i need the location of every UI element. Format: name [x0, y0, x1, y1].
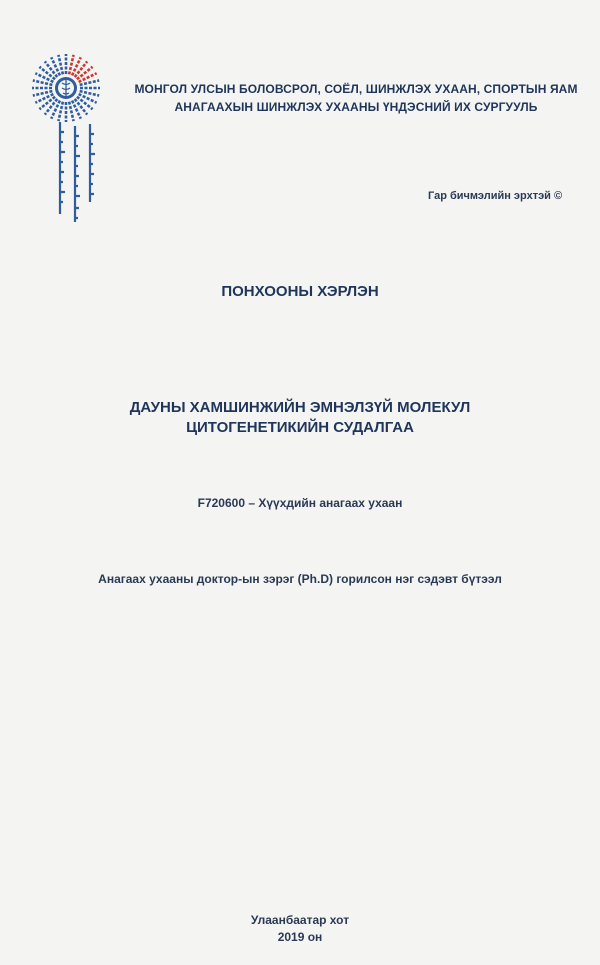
thesis-title-line-2: ЦИТОГЕНЕТИКИЙН СУДАЛГАА [186, 419, 414, 436]
year: 2019 он [277, 930, 323, 944]
place-and-year [0, 912, 600, 946]
degree-statement: Анагаах ухааны доктор-ын зэрэг (Ph.D) горилсон нэг сэдэвт бүтээл [98, 572, 502, 586]
university-emblem-icon [30, 52, 102, 124]
city: Улаанбаатар хот [250, 913, 350, 927]
thesis-title [0, 398, 600, 438]
ministry-name: МОНГОЛ УЛСЫН БОЛОВСРОЛ, СОЁЛ, ШИНЖЛЭХ УХААН, СПОРТЫН ЯАМ [134, 82, 578, 96]
specialty-code: F720600 – Хүүхдийн анагаах ухаан [197, 496, 403, 510]
university-name: АНАГААХЫН ШИНЖЛЭХ УХААНЫ ҮНДЭСНИЙ ИХ СУРГУУЛЬ [174, 100, 538, 114]
thesis-title-line-1: ДАУНЫ ХАМШИНЖИЙН ЭМНЭЛЗҮЙ МОЛЕКУЛ [129, 399, 471, 416]
copyright-note: Гар бичмэлийн эрхтэй © [428, 190, 563, 202]
mongolian-script-icon [50, 118, 110, 228]
institution-header [116, 80, 596, 116]
author-name: ПОНХООНЫ ХЭРЛЭН [221, 283, 379, 300]
